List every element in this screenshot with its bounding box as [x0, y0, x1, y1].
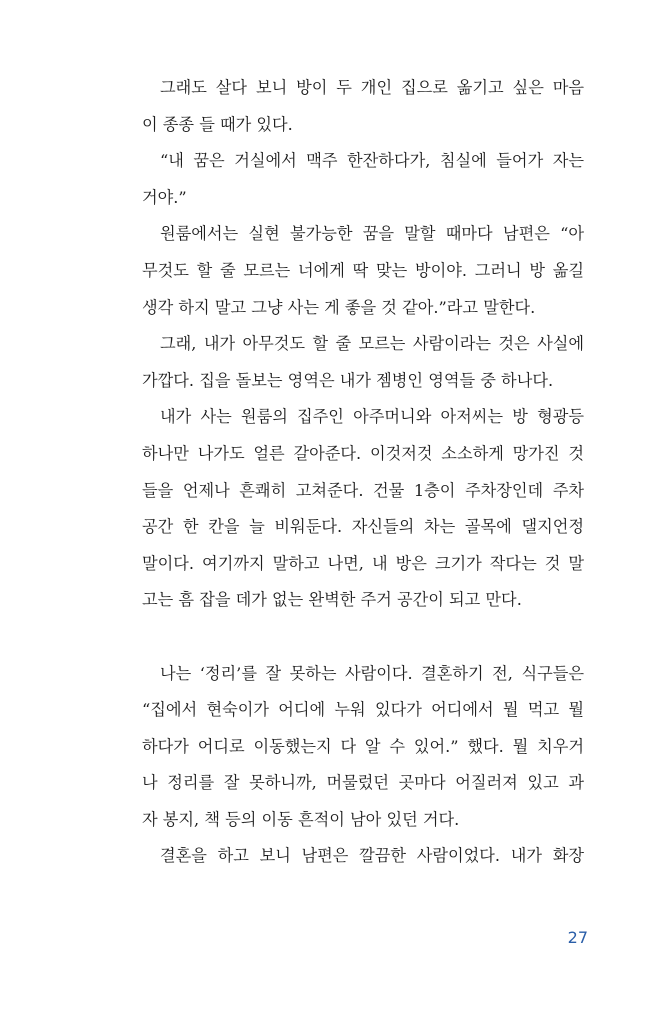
paragraph-5-line-5: 말이다. 여기까지 말하고 나면, 내 방은 크기가 작다는 것 말: [142, 553, 584, 573]
paragraph-6-line-4: 나 정리를 잘 못하니까, 머물렀던 곳마다 어질러져 있고 과: [142, 773, 584, 793]
paragraph-3-line-3: 생각 하지 말고 그냥 사는 게 좋을 것 같아.”라고 말한다.: [142, 297, 536, 317]
paragraph-6-line-2: “집에서 현숙이가 어디에 누워 있다가 어디에서 뭘 먹고 뭘: [142, 700, 584, 720]
paragraph-5-line-1: 내가 사는 원룸의 집주인 아주머니와 아저씨는 방 형광등: [160, 407, 584, 427]
paragraph-5-line-4: 공간 한 칸을 늘 비워둔다. 자신들의 차는 골목에 댈지언정: [142, 517, 584, 537]
paragraph-3-line-2: 무것도 할 줄 모르는 너에게 딱 맞는 방이야. 그러니 방 옮길: [142, 260, 584, 280]
body-text: [142, 70, 584, 875]
page-number: 27: [567, 928, 588, 947]
paragraph-2-line-1: “내 꿈은 거실에서 맥주 한잔하다가, 침실에 들어가 자는: [160, 151, 584, 171]
paragraph-1-line-2: 이 종종 들 때가 있다.: [142, 114, 293, 134]
paragraph-2-line-2: 거야.”: [142, 187, 187, 207]
paragraph-6-line-1: 나는 ‘정리’를 잘 못하는 사람이다. 결혼하기 전, 식구들은: [160, 663, 584, 683]
paragraph-1-line-1: 그래도 살다 보니 방이 두 개인 집으로 옮기고 싶은 마음: [160, 78, 584, 97]
paragraph-5-line-2: 하나만 나가도 얼른 갈아준다. 이것저것 소소하게 망가진 것: [142, 443, 584, 463]
paragraph-6-line-5: 자 봉지, 책 등의 이동 흔적이 남아 있던 거다.: [142, 809, 460, 829]
paragraph-5-line-6: 고는 흠 잡을 데가 없는 완벽한 주거 공간이 되고 만다.: [142, 590, 522, 610]
paragraph-6-line-3: 하다가 어디로 이동했는지 다 알 수 있어.” 했다. 뭘 치우거: [142, 736, 584, 756]
paragraph-3-line-1: 원룸에서는 실현 불가능한 꿈을 말할 때마다 남편은 “아: [160, 224, 584, 244]
section-break: [142, 619, 584, 656]
paragraph-4-line-2: 가깝다. 집을 돌보는 영역은 내가 젬병인 영역들 중 하나다.: [142, 370, 554, 390]
paragraph-5-line-3: 들을 언제나 흔쾌히 고쳐준다. 건물 1층이 주차장인데 주차: [142, 480, 584, 500]
paragraph-7-line-1: 결혼을 하고 보니 남편은 깔끔한 사람이었다. 내가 화장: [160, 846, 584, 866]
paragraph-4-line-1: 그래, 내가 아무것도 할 줄 모르는 사람이라는 것은 사실에: [160, 334, 584, 354]
